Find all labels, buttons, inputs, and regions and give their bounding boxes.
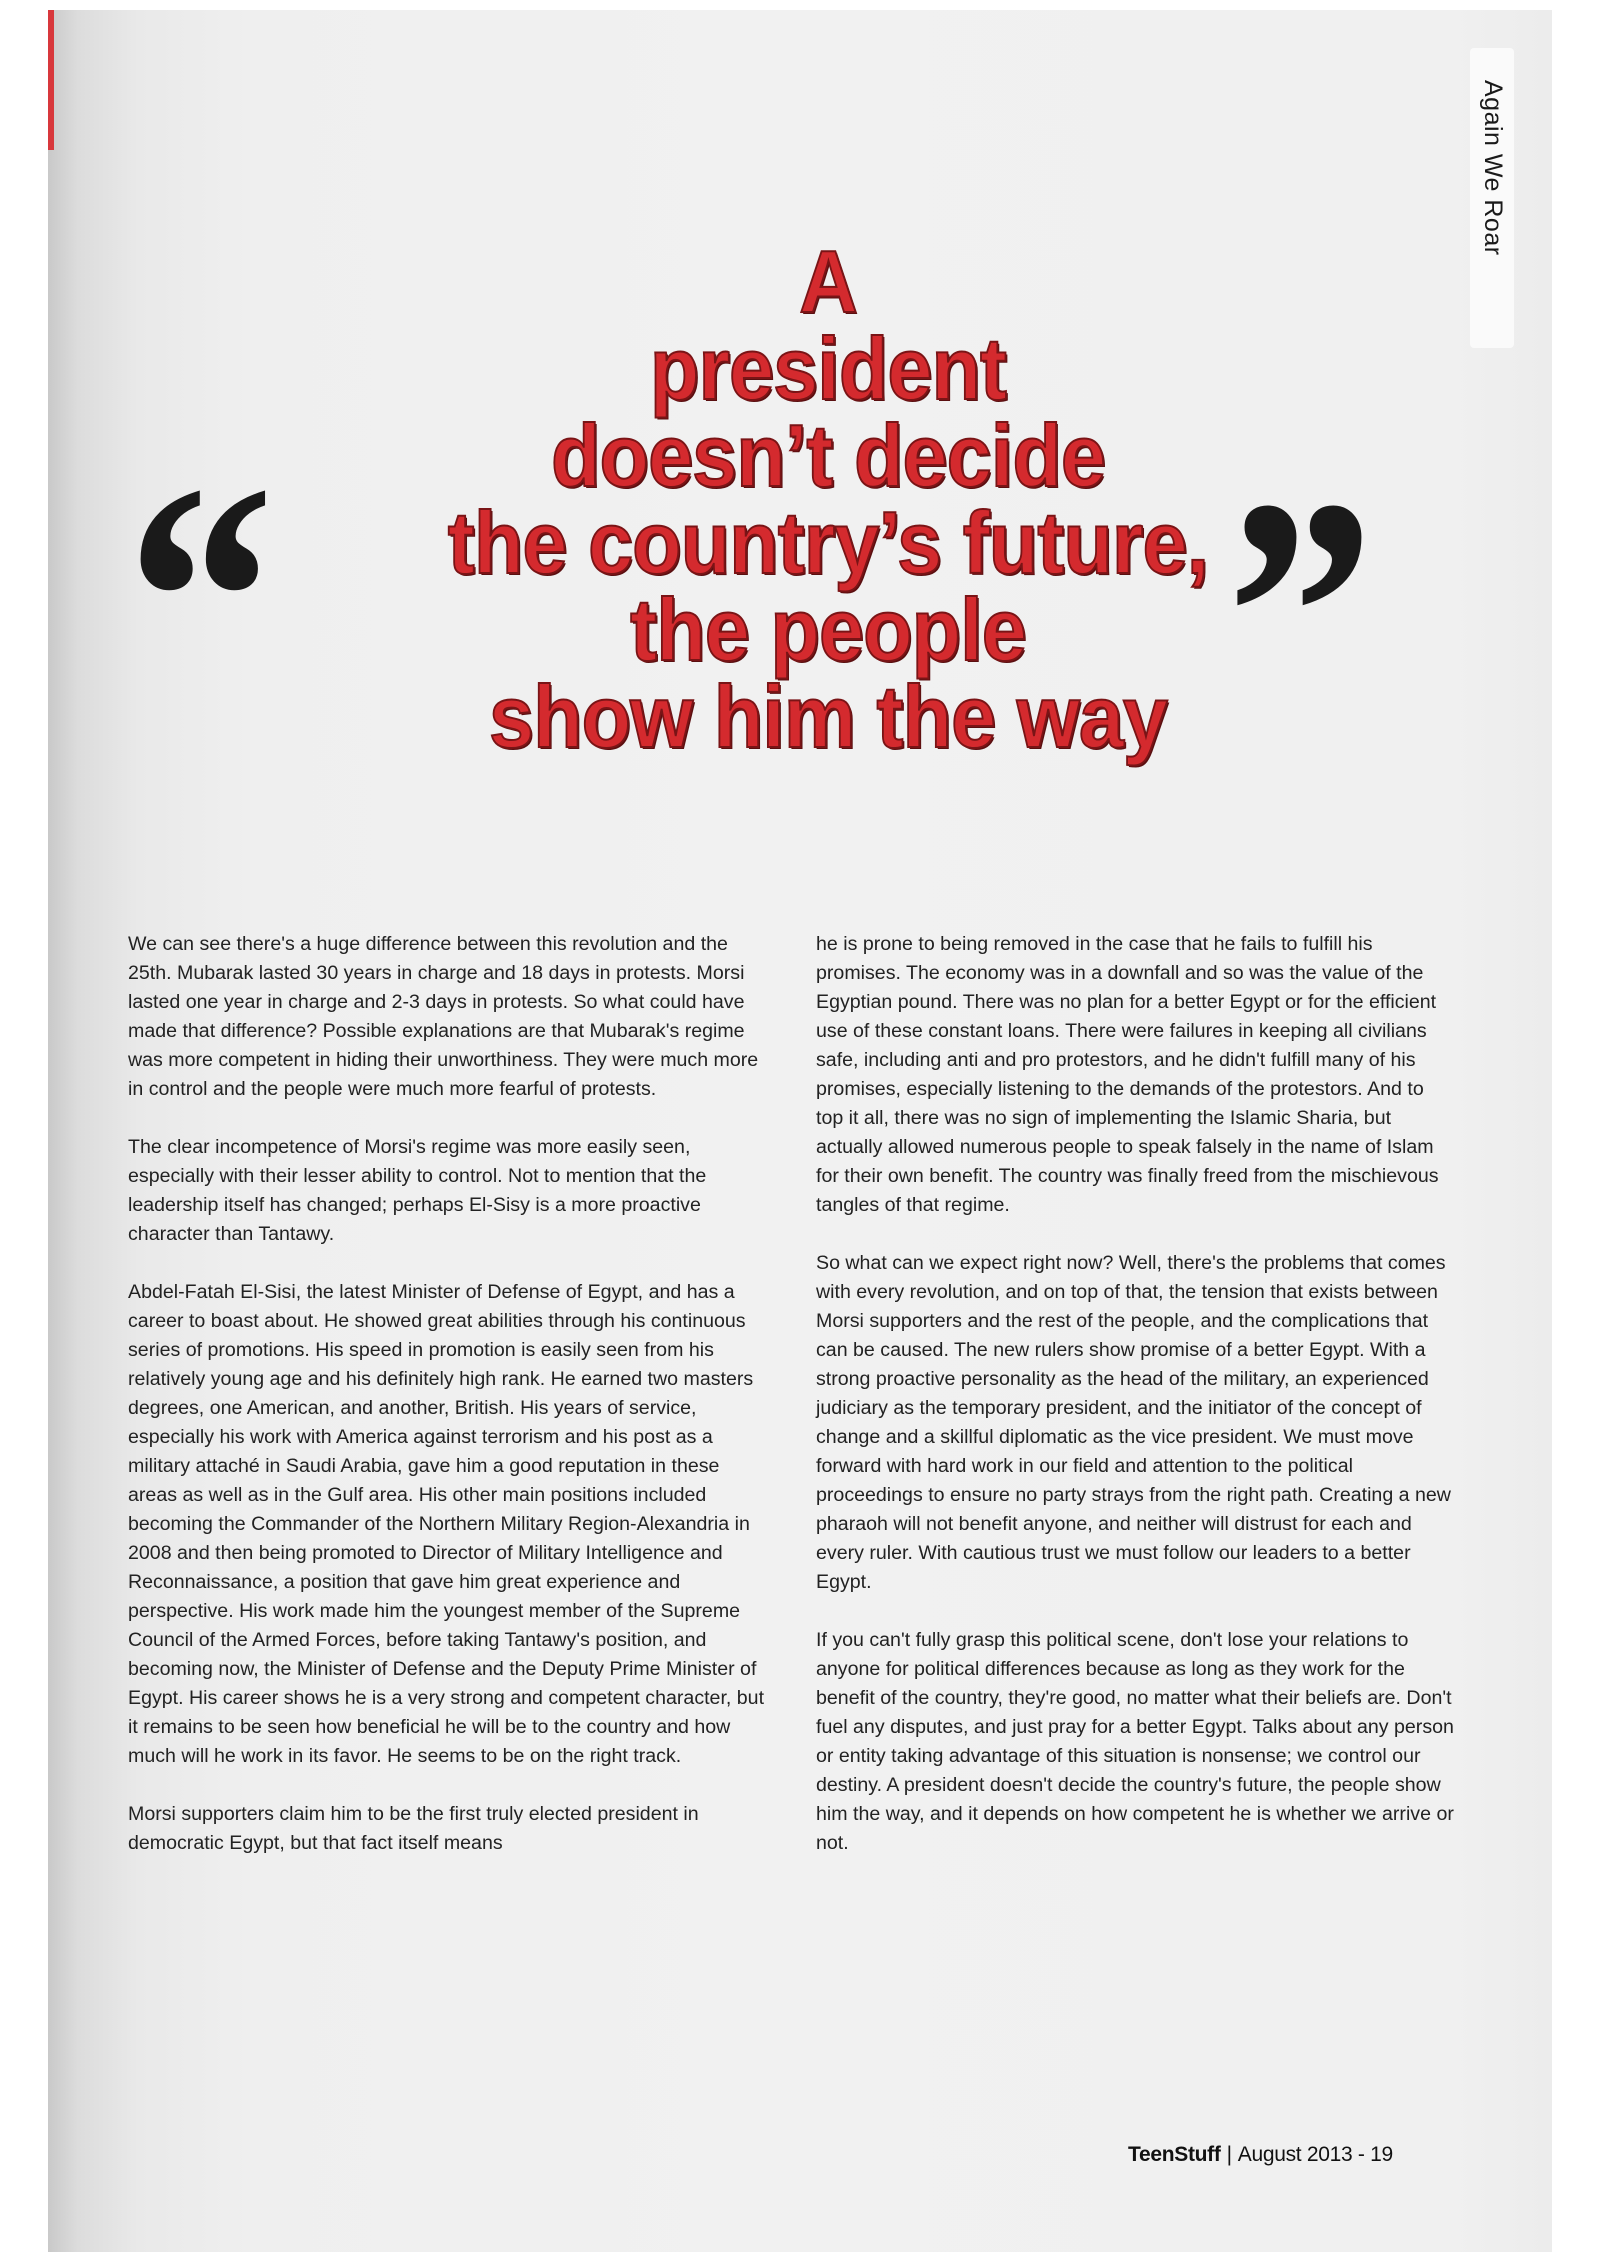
section-tab: [1470, 48, 1514, 348]
footer-separator: |: [1226, 2143, 1232, 2166]
close-quote-mark-icon: ”: [1226, 432, 1375, 797]
article-paragraph: We can see there's a huge difference between this revolution and the 25th. Mubarak lasted 30 years in charge and 18 days in protests. Morsi lasted one year in charge and 2-3 days in protests. So what could have made that difference? Possible explanations are that Mubarak's regime was more competent in hiding their unworthiness. They were much more in control and the people were much more fearful of protests.: [128, 933, 759, 1100]
page-footer: [1128, 2143, 1393, 2167]
article-column-left: [128, 930, 768, 1887]
headline: [228, 232, 1428, 766]
issue-and-page-number: August 2013 - 19: [1237, 2143, 1393, 2166]
article-paragraph: The clear incompetence of Morsi's regime was more easily seen, especially with their lesser ability to control. Not to mention that the leadership itself has changed; perhaps El-Sisy is a more proactive character than Tantawy.: [128, 1136, 707, 1245]
headline-line: the people: [630, 580, 1026, 679]
section-tab-label: Again We Roar: [1479, 80, 1507, 256]
article-paragraph: he is prone to being removed in the case that he fails to fulfill his promises. The economy was in a downfall and so was the value of the Egyptian pound. There was no plan for a better Egypt or for the efficient use of these constant loans. There were failures in keeping all civilians safe, including anti and pro protestors, and he didn't fulfill many of his promises, especially listening to the demands of the protestors. And to top it all, there was no sign of implementing the Islamic Sharia, but actually allowed numerous people to speak falsely in the name of Islam for their own benefit. The country was finally freed from the mischievous tangles of that regime.: [816, 933, 1439, 1216]
headline-line: president: [649, 319, 1007, 418]
headline-line: A: [799, 232, 857, 331]
article-column-right: [816, 930, 1456, 1887]
magazine-page: [48, 10, 1552, 2252]
open-quote-mark-icon: “: [126, 417, 275, 782]
article-paragraph: Abdel-Fatah El-Sisi, the latest Minister of Defense of Egypt, and has a career to boast about. He showed great abilities through his continuous series of promotions. His speed in promotion is easily seen from his relatively young age and his definitely high rank. He earned two masters degrees, one American, and another, British. His years of service, especially his work with America against terrorism and his post as a military attaché in Saudi Arabia, gave him a good reputation in these areas as well as in the Gulf area. His other main positions included becoming the Commander of the Northern Military Region-Alexandria in 2008 and then being promoted to Director of Military Intelligence and Reconnaissance, a position that gave him great experience and perspective. His work made him the youngest member of the Supreme Council of the Armed Forces, before taking Tantawy's position, and becoming now, the Minister of Defense and the Deputy Prime Minister of Egypt. His career shows he is a very strong and competent character, but it remains to be seen how beneficial he will be to the country and how much will he work in its favor. He seems to be on the right track.: [128, 1281, 765, 1767]
article-paragraph: So what can we expect right now? Well, there's the problems that comes with every revolution, and on top of that, the tension that exists between Morsi supporters and the rest of the people, and the complications that can be caused. The new rulers show promise of a better Egypt. With a strong proactive personality as the head of the military, an experienced judiciary as the temporary president, and the initiator of the concept of change and a skillful diplomatic as the vice president. We must move forward with hard work in our field and attention to the political proceedings to ensure no party strays from the right path. Creating a new pharaoh will not benefit anyone, and neither will distrust for each and every ruler. With cautious trust we must follow our leaders to a better Egypt.: [816, 1252, 1451, 1593]
article-paragraph: If you can't fully grasp this political scene, don't lose your relations to anyone for political differences because as long as they work for the benefit of the country, they're good, no matter what their beliefs are. Don't fuel any disputes, and just pray for a better Egypt. Talks about any person or entity taking advantage of this situation is nonsense; we control our destiny. A president doesn't decide the country's future, the people show him the way, and it depends on how competent he is whether we arrive or not.: [816, 1629, 1454, 1854]
headline-line: doesn’t decide: [551, 406, 1105, 505]
article-paragraph: Morsi supporters claim him to be the first truly elected president in democratic Egypt, but that fact itself means: [128, 1803, 699, 1854]
publication-name: TeenStuff: [1128, 2143, 1221, 2166]
headline-line: show him the way: [488, 667, 1168, 766]
headline-line: the country’s future,: [447, 493, 1209, 592]
left-edge-red-strip: [48, 10, 54, 150]
